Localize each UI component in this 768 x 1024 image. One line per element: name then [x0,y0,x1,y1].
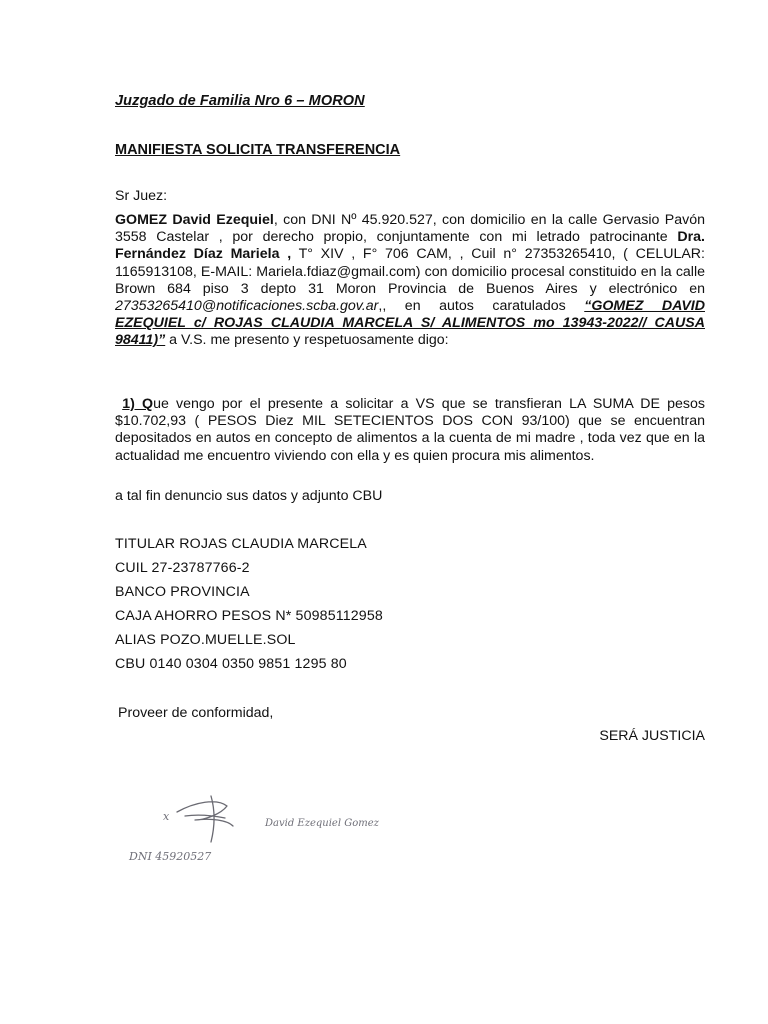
point-1-paragraph [115,396,705,465]
account-bank: BANCO PROVINCIA [115,584,250,600]
handwritten-signature [115,780,435,930]
signature-scribble [177,796,233,842]
account-alias: ALIAS POZO.MUELLE.SOL [115,632,296,648]
lawyer-name: Dra. Fernández Díaz Mariela , [115,229,705,263]
signature-mark: x [163,810,170,823]
point-1-text: ue vengo por el presente a solicitar a VS que se transfieran LA SUMA DE pesos $10.702,93 ( PESOS Diez MIL SETECIENTOS DOS CON 93/100) que se encuentran depositados en autos en concepto de alimentos a la cuenta de mi madre , toda vez que en la actualidad me encuentro viviendo con ella y es quien procura mis alimentos. [115,396,706,464]
intro-text-2: T° XIV , F° 706 CAM, , Cuil n° 27353265410, ( CELULAR: 1165913108, E-MAIL: Mariela.fdiaz@gmail.com) con domicilio procesal constituido en la calle Brown 684 piso 3 depto 31 Moron Provincia de Buenos Aires y electrónico en [115,246,705,297]
account-caja: CAJA AHORRO PESOS N* 50985112958 [115,608,383,624]
signature-name: David Ezequiel Gomez [265,818,379,829]
intro-text-4: a V.S. me presento y respetuosamente digo: [165,332,449,349]
intro-text-1: , con DNI Nº 45.920.527, con domicilio en la calle Gervasio Pavón 3558 Castelar , por derecho propio, conjuntamente con mi letrado patrocinante [115,212,705,246]
intro-text-3: ,, en autos caratulados [378,298,585,315]
salutation: Sr Juez: [115,188,168,204]
account-cbu: CBU 0140 0304 0350 9851 1295 80 [115,656,347,672]
point-number: 1) Q [122,396,154,412]
account-cuil: CUIL 27-23787766-2 [115,560,250,576]
account-titular: TITULAR ROJAS CLAUDIA MARCELA [115,536,367,552]
electronic-address: 27353265410@notificaciones.scba.gov.ar [115,298,379,315]
intro-paragraph [115,212,705,350]
denuncio-line: a tal fin denuncio sus datos y adjunto CBU [115,488,383,504]
closing-justicia: SERÁ JUSTICIA [599,728,705,744]
case-caption: “GOMEZ DAVID EZEQUIEL c/ ROJAS CLAUDIA MARCELA S/ ALIMENTOS mo 13943-2022// CAUSA 98411)” [115,298,705,349]
document-subject: MANIFIESTA SOLICITA TRANSFERENCIA [115,142,401,158]
petitioner-name: GOMEZ David Ezequiel [115,212,274,228]
closing-proveer: Proveer de conformidad, [118,705,274,721]
court-heading: Juzgado de Familia Nro 6 – MORON [115,93,365,109]
signature-dni: DNI 45920527 [129,850,212,863]
